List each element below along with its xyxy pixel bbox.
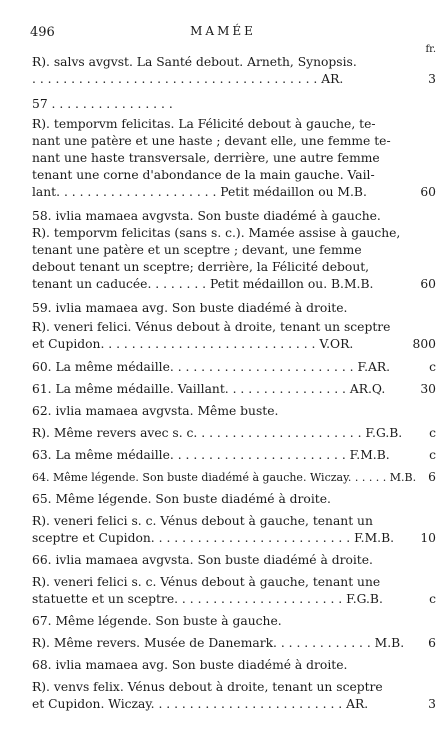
text-line: 60. La même médaille. . . . . . . . . . . . . . . . . . . . . . . . F.AR. [32,360,391,374]
value-cell: 3 [428,697,436,711]
text-line: 59. ivlia mamaea avg. Son buste diadémé à droite. [32,301,348,315]
text-line: tenant une patère et un sceptre ; devant, une femme [32,243,362,257]
text-line: Ɍ). veneri felici s. c. Vénus debout à gauche, tenant un [32,514,373,528]
text-line: Ɍ). temporvm felicitas (sans s. c.). Mamée assise à gauche, [32,226,401,240]
text-line: Ɍ). temporvm felicitas. La Félicité debout à gauche, te- [32,117,376,131]
text-line: Ɍ). venvs felix. Vénus debout à droite, tenant un sceptre [32,680,383,694]
value-cell: 3 [428,72,436,86]
text-line: nant une haste transversale, derrière, une autre femme [32,151,380,165]
text-line: statuette et un sceptre. . . . . . . . . . . . . . . . . . . . . . F.G.B. [32,592,383,606]
value-cell: c [429,448,436,462]
value-cell: c [429,592,436,606]
text-line: tenant un caducée. . . . . . . . Petit médaillon ou. B.M.B. [32,277,374,291]
page-title: MAMÉE [190,24,256,38]
text-line: 65. Même légende. Son buste diadémé à droite. [32,492,331,506]
text-line: 63. La même médaille. . . . . . . . . . . . . . . . . . . . . . . F.M.B. [32,448,390,462]
value-cell: 10 [420,531,436,545]
value-cell: 800 [412,337,436,351]
text-line: lant. . . . . . . . . . . . . . . . . . . . . Petit médaillon ou M.B. [32,185,367,199]
text-line: 66. ivlia mamaea avgvsta. Son buste diadémé à droite. [32,553,373,567]
value-cell: 60 [420,277,436,291]
page-number: 496 [30,25,55,40]
text-line: et Cupidon. Wiczay. . . . . . . . . . . . . . . . . . . . . . . . . AR. [32,697,369,711]
text-line: Ɍ). Même revers avec s. c. . . . . . . . . . . . . . . . . . . . . . F.G.B. [32,426,403,440]
text-line: 67. Même légende. Son buste à gauche. [32,614,282,628]
text-line: sceptre et Cupidon. . . . . . . . . . . . . . . . . . . . . . . . . . F.M.B. [32,531,395,545]
text-line: 57 . . . . . . . . . . . . . . . . [32,97,173,111]
column-label: fr. [425,44,436,55]
text-line: . . . . . . . . . . . . . . . . . . . . . . . . . . . . . . . . . . . . . AR. [32,72,344,86]
text-line: 62. ivlia mamaea avgvsta. Même buste. [32,404,279,418]
text-line: Ɍ). veneri felici s. c. Vénus debout à gauche, tenant une [32,575,381,589]
text-line: tenant une corne d'abondance de la main gauche. Vail- [32,168,375,182]
text-line: 58. ivlia mamaea avgvsta. Son buste diadémé à gauche. [32,209,381,223]
text-line: 61. La même médaille. Vaillant. . . . . . . . . . . . . . . . AR.Q. [32,382,386,396]
value-cell: c [429,360,436,374]
text-line: 68. ivlia mamaea avg. Son buste diadémé à droite. [32,658,348,672]
value-cell: 60 [420,185,436,199]
value-cell: 6 [428,470,436,484]
text-line: et Cupidon. . . . . . . . . . . . . . . . . . . . . . . . . . . . V.OR. [32,337,354,351]
value-cell: 6 [428,636,436,650]
text-line: Ɍ). salvs avgvst. La Santé debout. Arneth, Synopsis. [32,55,357,69]
value-cell: c [429,426,436,440]
text-line: Ɍ). veneri felici. Vénus debout à droite, tenant un sceptre [32,320,391,334]
text-line: 64. Même légende. Son buste diadémé à gauche. Wiczay. . . . . . M.B. [32,471,417,484]
value-cell: 30 [420,382,436,396]
text-line: Ɍ). Même revers. Musée de Danemark. . . . . . . . . . . . . M.B. [32,636,405,650]
text-line: nant une patère et une haste ; devant elle, une femme te- [32,134,391,148]
text-line: debout tenant un sceptre; derrière, la Félicité debout, [32,260,370,274]
